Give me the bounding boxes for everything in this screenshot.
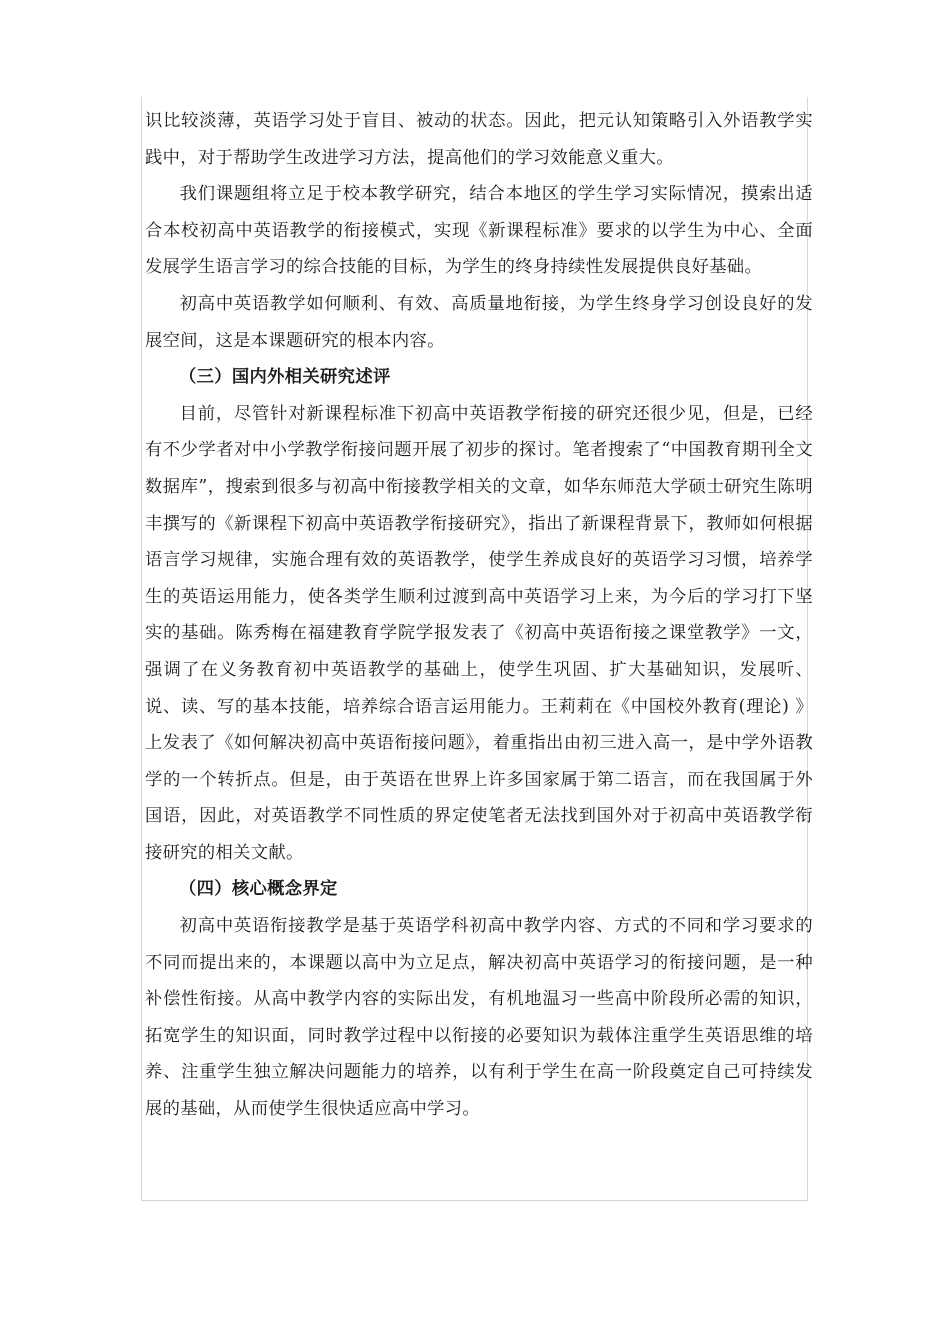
paragraph-continued-intro: 识比较淡薄，英语学习处于盲目、被动的状态。因此，把元认知策略引入外语教学实践中，对于帮助学生改进学习方法，提高他们的学习效能意义重大。	[145, 111, 813, 168]
paragraph-research-goal: 我们课题组将立足于校本教学研究，结合本地区的学生学习实际情况，摸索出适合本校初高中英语教学的衔接模式，实现《新课程标准》要求的以学生为中心、全面发展学生语言学习的综合技能的目标，为学生的终身持续性发展提供良好基础。	[145, 184, 813, 278]
paragraph-research-content: 初高中英语教学如何顺利、有效、高质量地衔接，为学生终身学习创设良好的发展空间，这是本课题研究的根本内容。	[145, 293, 813, 351]
section-heading-literature-review: （三）国内外相关研究述评	[179, 367, 391, 388]
paragraph-literature-review: 目前，尽管针对新课程标准下初高中英语教学衔接的研究还很少见，但是，已经有不少学者对中小学教学衔接问题开展了初步的探讨。笔者搜索了“中国教育期刊全文数据库”，搜索到很多与初高中衔接教学相关的文章，如华东师范大学硕士研究生陈明丰撰写的《新课程下初高中英语教学衔接研究》，指出了新课程背景下，教师如何根据语言学习规律，实施合理有效的英语教学，使学生养成良好的英语学习习惯，培养学生的英语运用能力，使各类学生顺利过渡到高中英语学习上来，为今后的学习打下坚实的基础。陈秀梅在福建教育学院学报发表了《初高中英语衔接之课堂教学》一文，强调了在义务教育初中英语教学的基础上，使学生巩固、扩大基础知识，发展听、说、读、写的基本技能，培养综合语言运用能力。王莉莉在《中国校外教育(理论) 》上发表了《如何解决初高中英语衔接问题》，着重指出由初三进入高一，是中学外语教学的一个转折点。但是，由于英语在世界上许多国家属于第二语言，而在我国属于外国语，因此，对英语教学不同性质的界定使笔者无法找到国外对于初高中英语教学衔接研究的相关文献。	[145, 403, 813, 863]
paragraph-core-concepts: 初高中英语衔接教学是基于英语学科初高中教学内容、方式的不同和学习要求的不同而提出来的，本课题以高中为立足点，解决初高中英语学习的衔接问题，是一种补偿性衔接。从高中教学内容的实际出发，有机地温习一些高中阶段所必需的知识，拓宽学生的知识面，同时教学过程中以衔接的必要知识为载体注重学生英语思维的培养、注重学生独立解决问题能力的培养，以有利于学生在高一阶段奠定自己可持续发展的基础，从而使学生很快适应高中学习。	[145, 916, 813, 1120]
document-body	[145, 103, 813, 1128]
section-heading-core-concepts: （四）核心概念界定	[179, 879, 338, 900]
